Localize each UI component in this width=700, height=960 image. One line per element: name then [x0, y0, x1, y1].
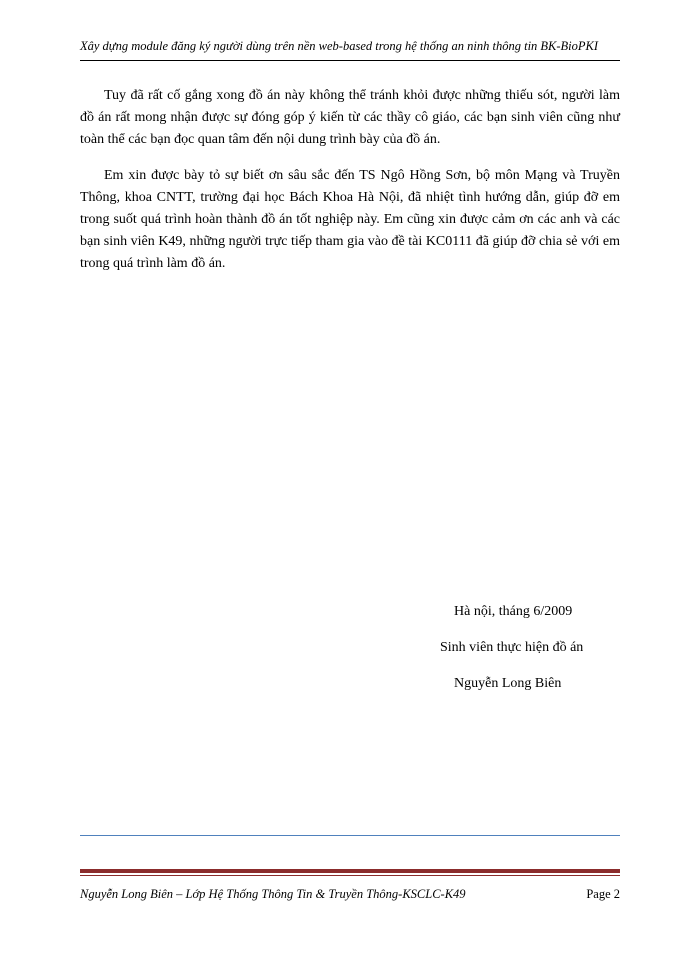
- page-footer: [80, 885, 620, 903]
- paragraph-thanks: Em xin được bày tỏ sự biết ơn sâu sắc đến TS Ngô Hồng Sơn, bộ môn Mạng và Truyền Thông, khoa CNTT, trường đại học Bách Khoa Hà Nội, đã nhiệt tình hướng dẫn, giúp đỡ em trong suốt quá trình hoàn thành đồ án tốt nghiệp này. Em cũng xin được cảm ơn các anh và các bạn sinh viên K49, những người trực tiếp tham gia vào đề tài KC0111 đã giúp đỡ chia sẻ với em trong quá trình làm đồ án.: [80, 168, 620, 271]
- footer-page-number: Page 2: [586, 887, 620, 901]
- running-header-title: Xây dựng module đăng ký người dùng trên nền web-based trong hệ thống an ninh thông tin BK-BioPKI: [80, 39, 599, 53]
- running-header: [80, 38, 620, 54]
- document-body: [80, 85, 620, 289]
- signature-role: Sinh viên thực hiện đồ án: [440, 640, 584, 655]
- header-rule: [80, 60, 620, 61]
- signature-name: Nguyễn Long Biên: [454, 676, 562, 691]
- footnote-separator: [80, 835, 620, 836]
- signature-place-date: Hà nội, tháng 6/2009: [454, 604, 573, 619]
- footer-band-thick: [80, 869, 620, 873]
- paragraph-apology: Tuy đã rất cố gắng xong đồ án này không thể tránh khỏi được những thiếu sót, người làm đồ án rất mong nhận được sự đóng góp ý kiến từ các thầy cô giáo, các bạn sinh viên cũng như toàn thể các bạn đọc quan tâm đến nội dung trình bày của đồ án.: [80, 88, 620, 147]
- footer-band-thin: [80, 875, 620, 876]
- footer-author-line: Nguyễn Long Biên – Lớp Hệ Thống Thông Tin & Truyền Thông-KSCLC-K49: [80, 887, 466, 901]
